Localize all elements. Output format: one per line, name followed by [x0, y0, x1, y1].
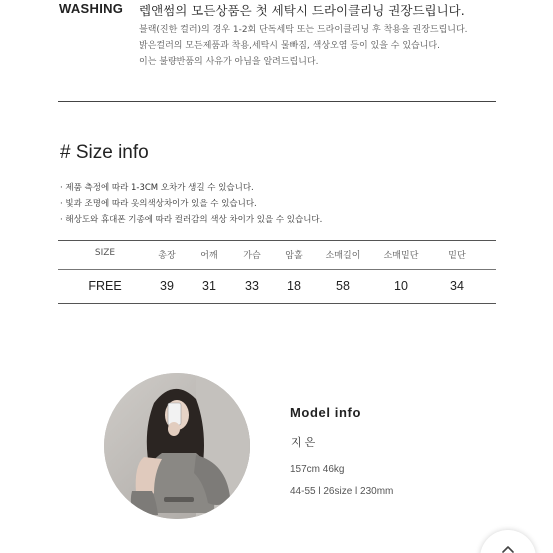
- table-cell-sleeve-length: 58: [336, 279, 350, 293]
- table-header-shoulder: 어깨: [200, 251, 218, 261]
- size-info-title: # Size info: [60, 142, 149, 163]
- table-cell-shoulder: 31: [202, 279, 216, 293]
- table-header-size: SIZE: [94, 248, 116, 258]
- table-cell-chest: 33: [245, 279, 259, 293]
- model-photo-illustration: [104, 373, 250, 519]
- table-header-sleeve-length: 소매길이: [325, 251, 361, 261]
- table-cell-hem: 34: [450, 279, 464, 293]
- table-divider: [58, 269, 496, 270]
- table-header-sleeve-hem: 소매밑단: [383, 251, 419, 261]
- table-header-length: 총장: [158, 251, 176, 261]
- washing-line: 밝은컬러의 모든제품과 착용,세탁시 물빠짐, 색상오염 등이 있을 수 있습니다.: [139, 41, 440, 51]
- washing-line: 이는 불량반품의 사유가 아님을 알려드립니다.: [139, 57, 319, 67]
- model-size-stats: 44-55 l 26size l 230mm: [290, 486, 394, 497]
- model-name: 지은: [291, 436, 319, 449]
- model-info-title: Model info: [290, 405, 361, 420]
- table-cell-size: FREE: [88, 279, 122, 293]
- size-table: [58, 240, 496, 304]
- size-note: · 해상도와 휴대폰 기종에 따라 컬러감의 색상 차이가 있을 수 있습니다.: [60, 215, 323, 225]
- size-note: · 제품 측정에 따라 1-3CM 오차가 생길 수 있습니다.: [60, 183, 254, 193]
- chevron-up-icon: [502, 545, 514, 553]
- size-note: · 빛과 조명에 따라 옷의색상차이가 있을 수 있습니다.: [60, 199, 257, 209]
- table-header-chest: 가슴: [243, 251, 261, 261]
- washing-title: 렙앤썸의 모든상품은 첫 세탁시 드라이클리닝 권장드립니다.: [139, 3, 465, 18]
- table-cell-length: 39: [160, 279, 174, 293]
- model-body-stats: 157cm 46kg: [290, 464, 345, 475]
- table-cell-sleeve-hem: 10: [394, 279, 408, 293]
- table-cell-armhole: 18: [287, 279, 301, 293]
- table-header-armhole: 암홀: [285, 251, 303, 261]
- section-divider: [58, 101, 496, 102]
- scroll-top-button[interactable]: [480, 530, 536, 553]
- model-photo: [104, 373, 250, 519]
- washing-label: WASHING: [59, 1, 124, 16]
- table-header-hem: 밑단: [448, 251, 466, 261]
- washing-line: 블랙(진한 컬러)의 경우 1-2회 단독세탁 또는 드라이클리닝 후 착용을 권장드립니다.: [139, 25, 468, 35]
